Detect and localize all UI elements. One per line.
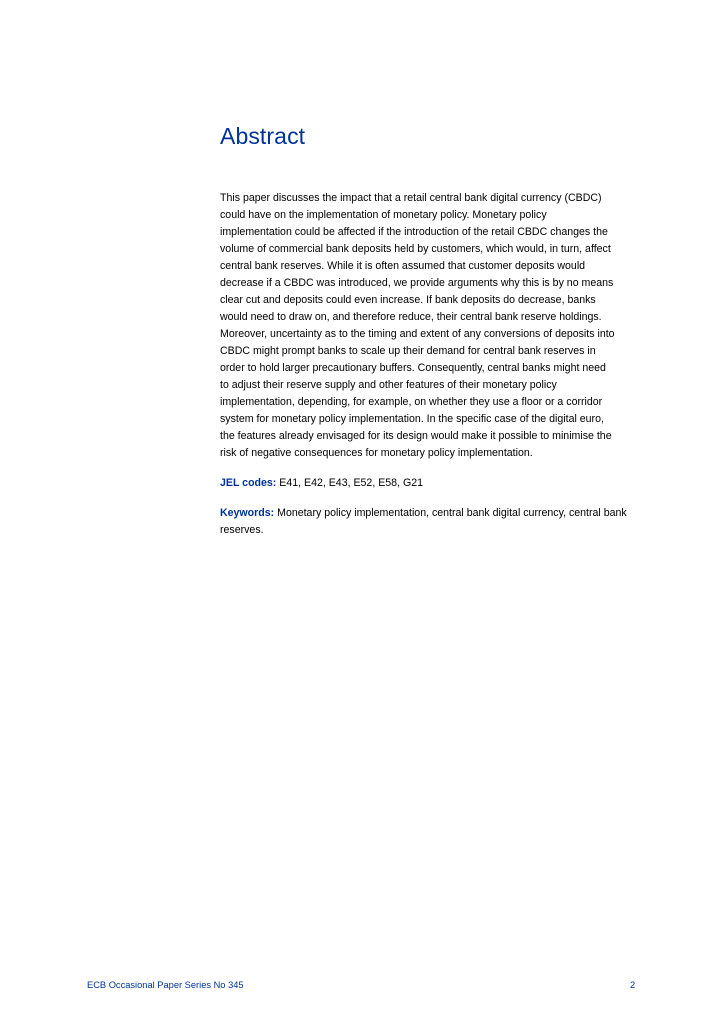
abstract-line: to adjust their reserve supply and other features of their monetary policy bbox=[220, 379, 557, 391]
jel-codes bbox=[220, 475, 656, 492]
keywords-label: Keywords: bbox=[220, 507, 275, 519]
abstract-line: Moreover, uncertainty as to the timing and extent of any conversions of deposits into bbox=[220, 328, 615, 340]
abstract-line: decrease if a CBDC was introduced, we provide arguments why this is by no means bbox=[220, 277, 614, 289]
abstract-line: CBDC might prompt banks to scale up their demand for central bank reserves in bbox=[220, 345, 596, 357]
abstract-line: could have on the implementation of monetary policy. Monetary policy bbox=[220, 209, 547, 221]
abstract-line: would need to draw on, and therefore reduce, their central bank reserve holdings. bbox=[220, 311, 602, 323]
abstract-line: clear cut and deposits could even increase. If bank deposits do decrease, banks bbox=[220, 294, 596, 306]
keywords-value: Monetary policy implementation, central bank digital currency, central bank reserves. bbox=[220, 507, 627, 536]
footer-series: ECB Occasional Paper Series No 345 bbox=[87, 980, 244, 990]
abstract-line: risk of negative consequences for monetary policy implementation. bbox=[220, 447, 533, 459]
page-title: Abstract bbox=[220, 123, 306, 149]
jel-codes-value: E41, E42, E43, E52, E58, G21 bbox=[276, 477, 423, 489]
footer-page-number: 2 bbox=[630, 980, 636, 990]
abstract-line: the features already envisaged for its design would make it possible to minimise the bbox=[220, 430, 612, 442]
abstract-line: implementation, depending, for example, on whether they use a floor or a corridor bbox=[220, 396, 603, 408]
abstract-line: volume of commercial bank deposits held by customers, which would, in turn, affect bbox=[220, 243, 611, 255]
abstract-line: This paper discusses the impact that a retail central bank digital currency (CBDC) bbox=[220, 192, 602, 204]
abstract-paragraph bbox=[220, 190, 656, 462]
jel-codes-label: JEL codes: bbox=[220, 477, 277, 489]
abstract-line: system for monetary policy implementation. In the specific case of the digital euro, bbox=[220, 413, 604, 425]
abstract-line: order to hold larger precautionary buffers. Consequently, central banks might need bbox=[220, 362, 606, 374]
keywords bbox=[220, 505, 656, 539]
abstract-line: implementation could be affected if the introduction of the retail CBDC changes the bbox=[220, 226, 608, 238]
abstract-line: central bank reserves. While it is often assumed that customer deposits would bbox=[220, 260, 586, 272]
abstract-section bbox=[220, 190, 656, 539]
